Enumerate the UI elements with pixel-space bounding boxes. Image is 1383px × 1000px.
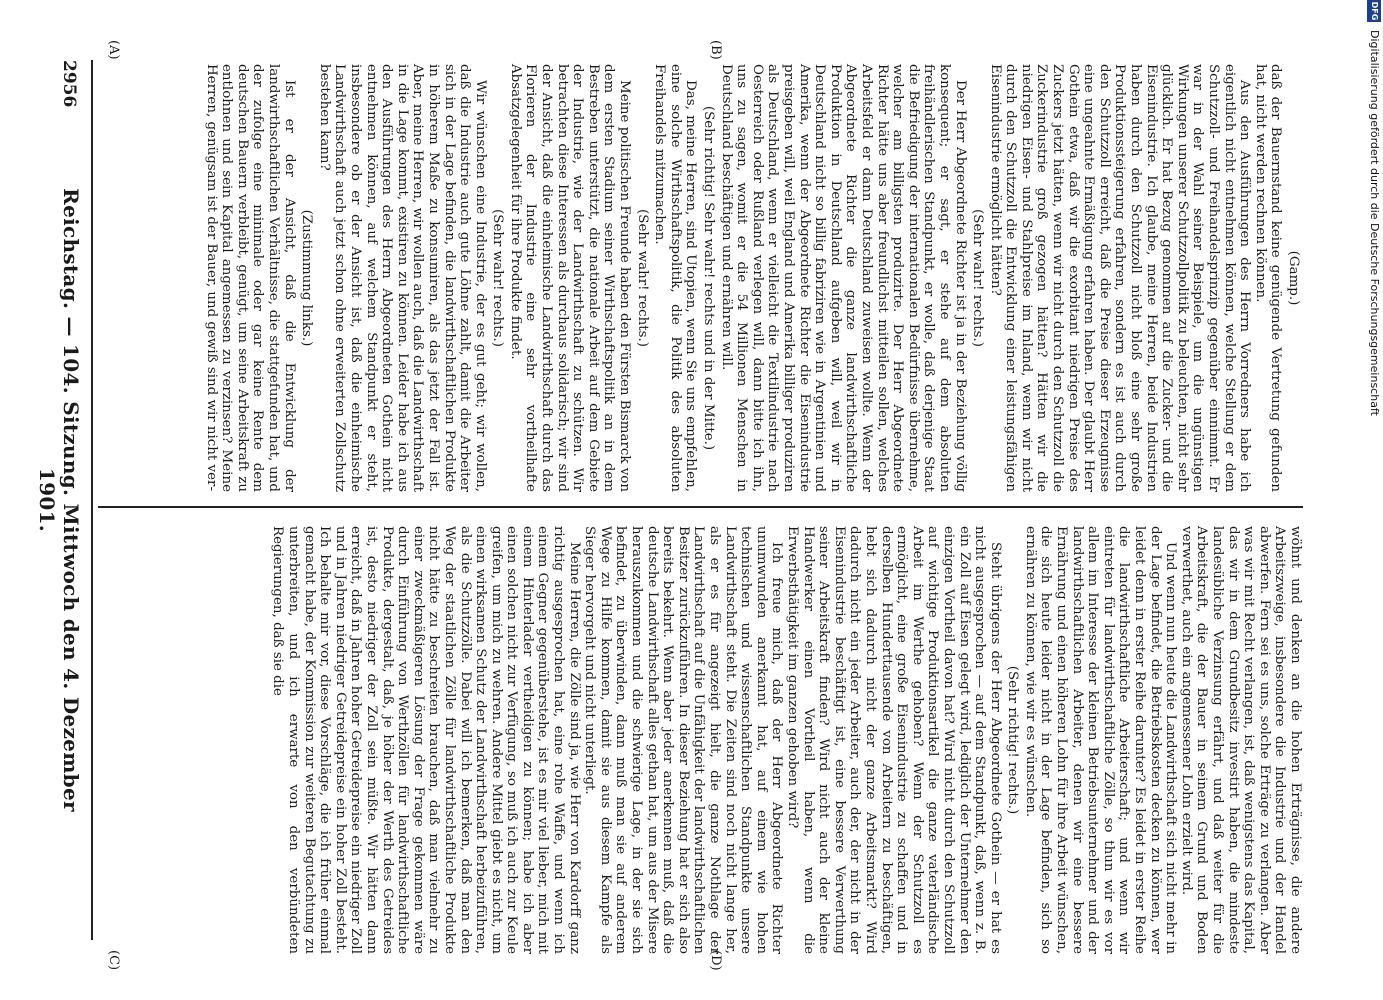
page-header: [35, 60, 83, 940]
left-column: [103, 64, 1303, 492]
digitization-credit: [1353, 0, 1383, 1000]
paragraph: Der Herr Abgeordnete Richter ist ja in der Beziehung völlig konsequent; er sagt, er stehe auf dem absoluten freihändlerischen Standpunkt, er wolle, daß derjenige Staat die Befriedigung der internationalen Bedürfnisse übernehme, welcher am billigsten produzirte. Der Herr Abgeordnete Richter hätte uns aber freundlichst mitteilen sollen, welches Arbeitsfeld er dann Deutschland zuweisen wollte. Wenn der Abgeordnete Richter die ganze landwirthschaftliche Produktion in Deutschland aufgeben will, weil wir in Deutschland nicht so billig fabriziren wie in Argentinien und Amerika, wenn der Abgeordnete Richter die Eisenindustrie preisgeben will, weil England und Amerika billiger produziren als Deutschland, wenn er vielleicht die Textilindustrie nach Oesterreich oder Rußland verlegen will, dann bitte ich ihn, uns zu sagen, womit er die 54 Millionen Menschen in Deutschland beschäftigen und ernähren will.: [718, 64, 968, 492]
audience-reaction: (Sehr wahr! rechts.): [970, 209, 986, 347]
paragraph: Meine politischen Freunde haben den Fürsten Bismarck von dem ersten Stadium seiner Wirthschaftspolitik an in dem Bestreben unterstützt, die nationale Arbeit auf dem Gebiete der Industrie, wie der Landwirthschaft zu schützen. Wir betrachten diese Interessen als durchaus solidarisch; wir sind der Ansicht, daß die einheimische Landwirthschaft durch das Florieren der Industrie eine sehr vortheilhafte Absatzgelegenheit für ihre Produkte findet.: [507, 64, 633, 492]
paragraph: Aus den Ausführungen des Herrn Vorredners habe ich eigentlich nicht entnehmen können, welche Stellung er dem Schutzzoll- und Freihandelsprinzip gegenüber einnimmt. Er war in der Wahl seiner Beispiele, um die ungünstigen Wirkungen unserer Schutzzollpolitik zu beleuchten, nicht sehr glücklich. Er hat Bezug genommen auf die Zucker- und die Eisenindustrie. Ich glaube, meine Herren, beide Industrien haben durch den Schutzzoll nicht bloß eine sehr große Produktionssteigerung erfahren, sondern es ist auch durch den Schutzzoll erreicht, daß die Preise dieser Erzeugnisse eine ungeahnte Ermäßigung erfahren haben. Der glaubt Herr Gothein etwa, daß wir die exorbitant niedrigen Preise des Zuckers jetzt hätten, wenn wir nicht durch den Schutzzoll die Zuckerindustrie groß gezogen hätten? Hätten wir die niedrigen Eisen- und Stahlpreise im Inland, wenn wir nicht durch den Schutzzoll die Entwicklung einer leistungsfähigen Eisenindustrie ermöglicht hätten?: [987, 64, 1253, 492]
margin-letter-a: (A): [106, 40, 121, 60]
paragraph: Das, meine Herren, sind Utopien, wenn Sie uns empfehlen, eine solche Wirthschaftspolitik, die Politik des absoluten Freihandels mitzumachen.: [652, 64, 699, 492]
margin-letter-b: (B): [708, 40, 723, 60]
header-rule: [91, 60, 93, 940]
right-column: [103, 526, 1303, 954]
margin-letter-d: (D): [708, 950, 723, 971]
paragraph: wöhnt und denken an die hohen Erträgnisse, die andere Arbeitszweige, insbesondere die Industrie und der Handel abwerfen. Fern sei es uns, solche Erträge zu verlangen. Aber was wir mit Recht verlangen, ist, daß wenigstens das Kapital, das wir in dem Grundbesitz investirt haben, die mindeste landesübliche Verzinsung erfährt, und daß weiter für die Arbeitskraft, die der Bauer in seinem Grund und Boden verwerthet, auch ein angemessener Lohn erzielt wird.: [1178, 526, 1303, 954]
paragraph: Ich freue mich, daß der Herr Abgeordnete Richter unumwunden anerkannt hat, auf einem wie hohen technischen und wissenschaftlichen Standpunkte unsere Landwirthschaft steht. Die Zeiten sind noch nicht lange her, als er es für angezeigt hielt, die ganze Nothlage der Landwirthschaft auf die Unfähigkeit der landwirthschaftlichen Besitzer zurückzuführen. In dieser Beziehung hat er sich also bereits bekehrt. Wenn aber jeder anerkennen muß, daß die deutsche Landwirthschaft alles gethan hat, um aus der Misere herauszukommen und die schwierige Lage, in der sie sich befindet, zu überwinden, dann muß man sie auf anderem Wege zu Hilfe kommen, damit sie aus diesem Kampfe als Sieger hervorgeht und nicht unterliegt.: [582, 526, 785, 954]
audience-reaction: (Sehr richtig! rechts.): [1005, 665, 1021, 815]
margin-letter-c: (C): [106, 950, 121, 971]
paragraph: Ist er der Ansicht, daß die Entwicklung der landwirthschaftlichen Verhältnisse, die stattgefunden hat, und der zufolge eine minimale oder gar keine Rente dem deutschen Bauern verbleibt, genügt, um seine Arbeitskraft zu entlohnen und sein Kapital angemessen zu verzinsen? Meine Herren, genügsam ist der Bauer, und gewiß sind wir nicht ver-: [203, 64, 297, 492]
column-divider: [98, 506, 1303, 508]
speaker-label: (Gamp.): [1286, 250, 1301, 306]
paragraph: Meine Herren, die Zölle sind ja, wie Herr von Kardorff ganz richtig ausgesprochen hat, eine rohe Waffe, und wenn ich einem Gegner gegenüberstehe, ist es mir viel lieber, mich mit einem Hinterlader vertheidigen zu können; habe ich aber einen solchen nicht zur Verfügung, so muß ich auch zur Keule greifen, um mich zu wehren. Andere Mittel giebt es nicht, um einen wirksamen Schutz der Landwirthschaft herbeizuführen, als die Schutzzölle. Dabei will ich bemerken, daß man den Weg der staatlichen Zölle für landwirthschaftliche Produkte nicht hätte zu beschreiten brauchen, daß man vielmehr zu einer zweckmäßigeren Lösung der Frage gekommen wäre durch Einführung von Werthzöllen für landwirthschaftliche Produkte, dergestalt, daß, je höher der Werth des Getreides ist, desto niedriger der Zoll sein müßte. Wir hätten dann erreicht, daß in Jahren hoher Getreidepreise ein niedriger Zoll und in Jahren niedriger Getreidepreise ein hoher Zoll besteht. Ich behalte mir vor, diese Vorschläge, die ich früher einmal gemacht habe, der Kommission zur weiteren Begutachtung zu unterbreiten, und ich erwarte von den verbündeten Regierungen, daß sie die: [270, 526, 582, 954]
page-title: Reichstag. — 104. Sitzung. Mittwoch den 4. Dezember 1901.: [35, 188, 83, 812]
dfg-logo: DFG: [1367, 0, 1381, 22]
audience-reaction: (Sehr wahr! rechts.): [634, 209, 650, 347]
paragraph: daß der Bauernstand keine genügende Vertretung gefunden hat, nicht werden rechnen können.: [1252, 64, 1284, 492]
audience-reaction: (Sehr wahr! rechts.): [490, 209, 506, 347]
paragraph: Und wenn nun heute die Landwirthschaft sich nicht mehr in der Lage befindet, die Betriebskosten decken zu können, wer leidet denn in erster Reihe darunter? Es leidet in erster Reihe die landwirthschaftliche Arbeiterschaft; und wenn wir eintreten für landwirthschaftliche Zölle, so thun wir es vor allem im Interesse der kleinen Betriebsunternehmer und der landwirthschaftlichen Arbeiter, denen wir eine bessere Ernährung und einen höheren Lohn für ihre Arbeit wünschen, die sich heute leider nicht in der Lage befinden, sich so ernähren zu können, wie wir es wünschen.: [1022, 526, 1179, 954]
audience-reaction: (Sehr richtig! Sehr wahr! rechts und in der Mitte.): [701, 105, 717, 451]
audience-reaction: (Zustimmung links.): [299, 209, 315, 347]
paragraph: Steht übrigens der Herr Abgeordnete Gothein — er hat es nicht ausgesprochen — auf dem Standpunkt, daß, wenn z. B. ein Zoll auf Eisen gelegt wird, lediglich der Unternehmer den einzigen Vortheil davon hat? Wird nicht durch den Schutzzoll auf wichtige Produktionsartikel die ganze vaterländische Arbeit im Werthe gehoben? Wenn der Schutzzoll es ermöglicht, eine große Eisenindustrie zu schaffen und in derselben Hunderttausende von Arbeitern zu beschäftigen, hebt sich dadurch nicht der ganze Arbeitsmarkt? Wird dadurch nicht ein jeder Arbeiter, auch der, der nicht in der Eisenindustrie beschäftigt ist, eine bessere Verwerthung seiner Arbeitskraft finden? Wird nicht auch der kleine Handwerker einen Vortheil haben, wenn die Erwerbsthätigkeit im ganzen gehoben wird?: [785, 526, 1003, 954]
paragraph: Wir wünschen eine Industrie, der es gut geht; wir wollen, daß die Industrie auch gute Löhne zahlt, damit die Arbeiter sich in der Lage befinden, die landwirthschaftlichen Produkte in höherem Maße zu konsumiren, als das jetzt der Fall ist. Aber, meine Herren, wir wollen auch, daß die Landwirthschaft in die Lage kommt, existiren zu können. Leider habe ich aus den Ausführungen des Herrn Abgeordneten Gothein nicht entnehmen können, auf welchem Standpunkt er steht, insbesondere ob er der Ansicht ist, daß die einheimische Landwirthschaft auch jetzt schon ohne erweiterten Zollschutz bestehen kann?: [316, 64, 488, 492]
page-number: 2956: [59, 60, 79, 108]
funding-note: Digitalisierung gefördert durch die Deutsche Forschungsgemeinschaft: [1368, 30, 1381, 416]
